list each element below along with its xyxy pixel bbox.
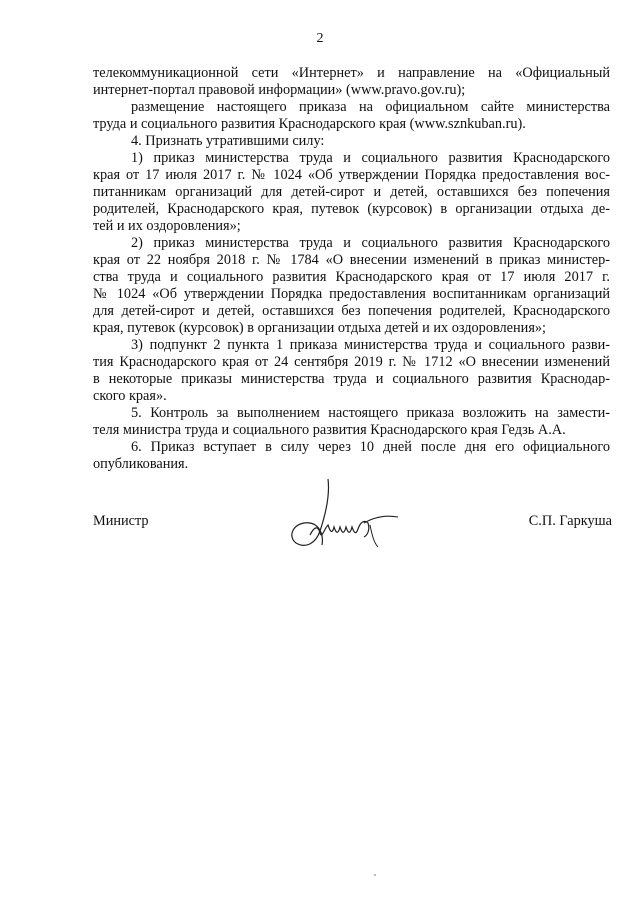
text-line: труда и социального развития Краснодарского края (www.sznkuban.ru). (93, 116, 526, 132)
signatory-title: Министр (93, 513, 149, 529)
text-line: 3) подпункт 2 пункта 1 приказа министерства труда и социального разви- (131, 337, 610, 353)
text-line: размещение настоящего приказа на официальном сайте министерства (131, 99, 610, 115)
text-line: края от 22 ноября 2018 г. № 1784 «О внесении изменений в приказ министер- (93, 252, 610, 268)
text-line: для детей-сирот и детей, оставшихся без попечения родителей, Краснодарского (93, 303, 610, 319)
handwritten-signature (270, 473, 410, 558)
signature-block (0, 513, 640, 553)
scan-speck (374, 874, 376, 876)
text-line: интернет-портал правовой информации» (www.pravo.gov.ru); (93, 82, 466, 98)
signatory-name: С.П. Гаркуша (528, 513, 612, 529)
text-line: родителей, Краснодарского края, путевок (курсовок) в организации отдыха де- (93, 201, 610, 217)
text-line: опубликования. (93, 456, 189, 472)
text-line: телекоммуникационной сети «Интернет» и направление на «Официальный (93, 65, 610, 81)
page-number: 2 (316, 31, 324, 46)
text-line: 5. Контроль за выполнением настоящего приказа возложить на замести- (131, 405, 610, 421)
text-line: 6. Приказ вступает в силу через 10 дней после дня его официального (131, 439, 610, 455)
text-line: теля министра труда и социального развития Краснодарского края Гедзь А.А. (93, 422, 566, 438)
text-line: тей и их оздоровления»; (93, 218, 241, 234)
text-line: питанникам организаций для детей-сирот и детей, оставшихся без попечения (93, 184, 610, 200)
text-line: ства труда и социального развития Краснодарского края от 17 июля 2017 г. (93, 269, 610, 285)
text-line: тия Краснодарского края от 24 сентября 2019 г. № 1712 «О внесении изменений (93, 354, 610, 370)
text-line: края от 17 июля 2017 г. № 1024 «Об утверждении Порядка предоставления вос- (93, 167, 610, 183)
text-line: 2) приказ министерства труда и социального развития Краснодарского (131, 235, 610, 251)
text-line: 4. Признать утратившими силу: (131, 133, 325, 149)
text-line: № 1024 «Об утверждении Порядка предоставления воспитанникам организаций (93, 286, 610, 302)
text-line: в некоторые приказы министерства труда и социального развития Краснодар- (93, 371, 610, 387)
text-line: края, путевок (курсовок) в организации отдыха детей и их оздоровления»; (93, 320, 547, 336)
text-line: ского края». (93, 388, 167, 404)
text-line: 1) приказ министерства труда и социального развития Краснодарского (131, 150, 610, 166)
